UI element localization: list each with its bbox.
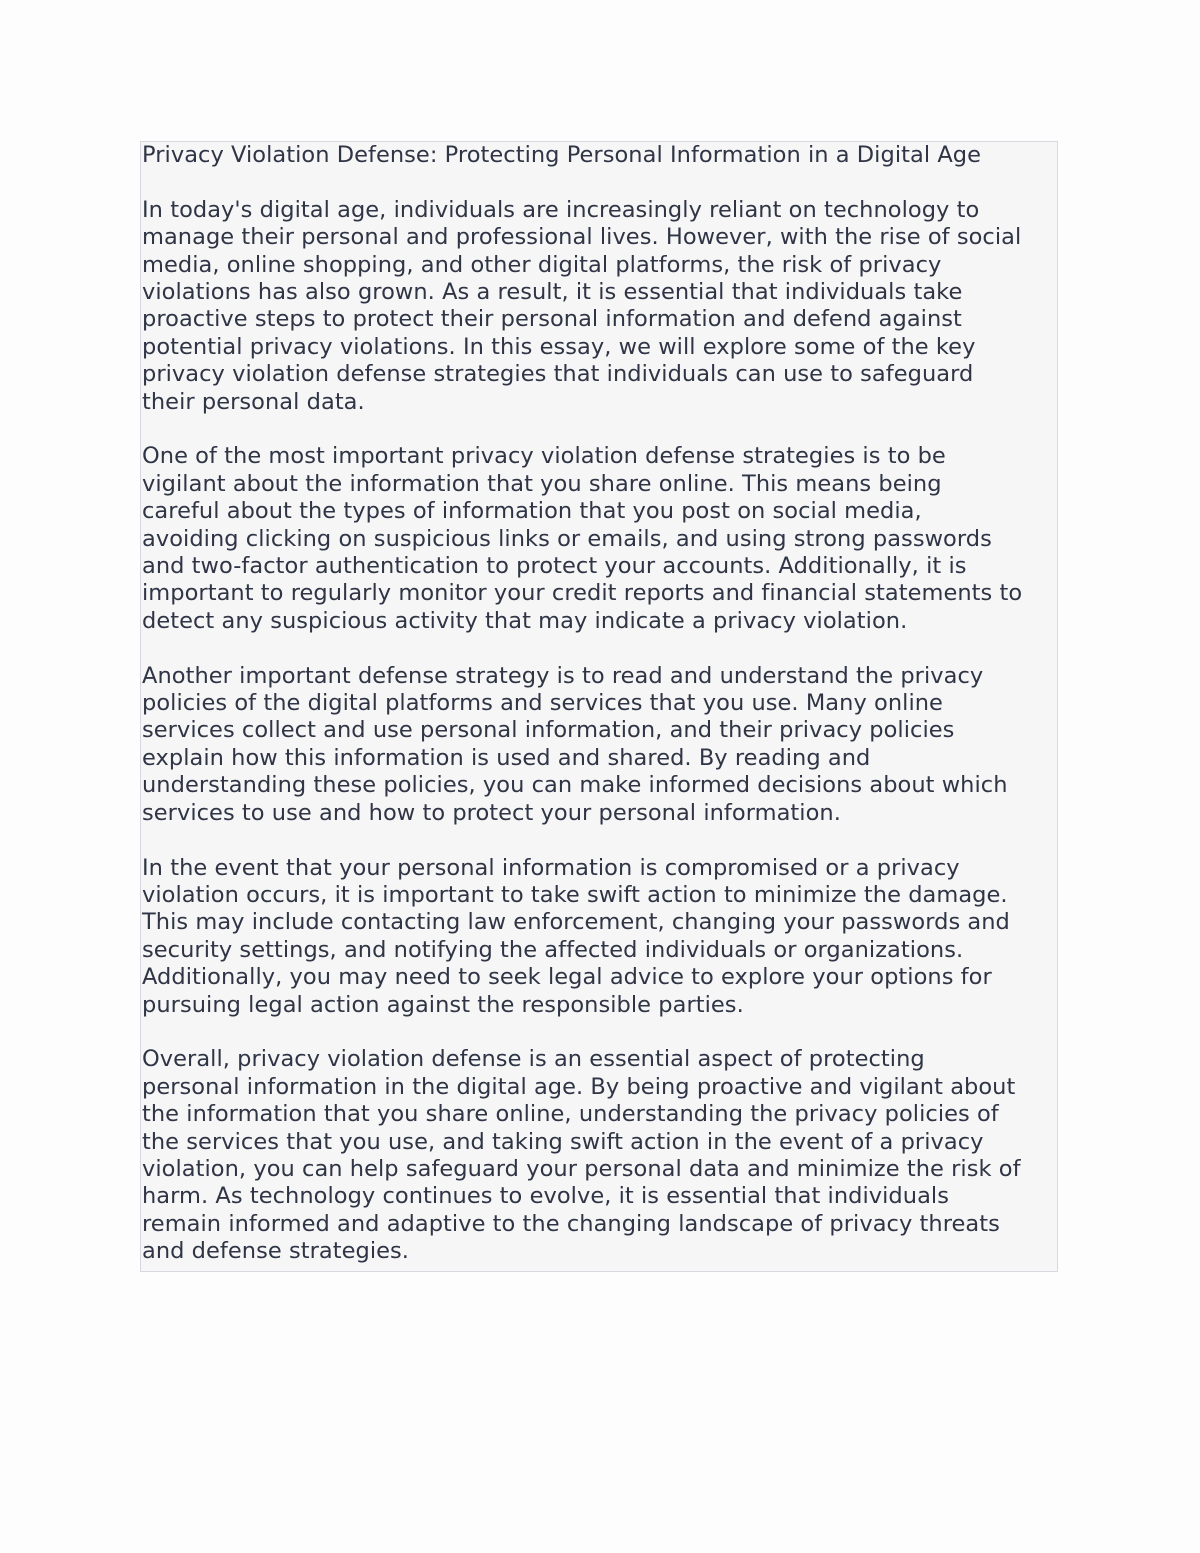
paragraph-intro: In today's digital age, individuals are increasingly reliant on technology to manage their personal and professional lives. However, with the rise of social media, online shopping, and other digital platforms, the risk of privacy violations has also grown. As a result, it is essential that individuals take proactive steps to protect their personal information and defend against potential privacy violations. In this essay, we will explore some of the key privacy violation defense strategies that individuals can use to safeguard their personal data.	[142, 196, 1022, 415]
paragraph-swift-action: In the event that your personal information is compromised or a privacy violation occurs, it is important to take swift action to minimize the damage. This may include contacting law enforcement, changing your passwords and security settings, and notifying the affected individuals or organizations. Additionally, you may need to seek legal advice to explore your options for pursuing legal action against the responsible parties.	[142, 854, 1010, 1018]
document-title: Privacy Violation Defense: Protecting Personal Information in a Digital Age	[142, 142, 981, 168]
paragraph-privacy-policies: Another important defense strategy is to read and understand the privacy policies of the digital platforms and services that you use. Many online services collect and use personal information, and their privacy policies explain how this information is used and shared. By reading and understanding these policies, you can make informed decisions about which services to use and how to protect your personal information.	[142, 662, 1008, 826]
document-text-box	[140, 141, 1058, 1272]
paragraph-vigilance: One of the most important privacy violation defense strategies is to be vigilant about the information that you share online. This means being careful about the types of information that you post on social media, avoiding clicking on suspicious links or emails, and using strong passwords and two-factor authentication to protect your accounts. Additionally, it is important to regularly monitor your credit reports and financial statements to detect any suspicious activity that may indicate a privacy violation.	[142, 443, 1023, 634]
paragraph-conclusion: Overall, privacy violation defense is an essential aspect of protecting personal information in the digital age. By being proactive and vigilant about the information that you share online, understanding the privacy policies of the services that you use, and taking swift action in the event of a privacy violation, you can help safeguard your personal data and minimize the risk of harm. As technology continues to evolve, it is essential that individuals remain informed and adaptive to the changing landscape of privacy threats and defense strategies.	[142, 1046, 1021, 1265]
